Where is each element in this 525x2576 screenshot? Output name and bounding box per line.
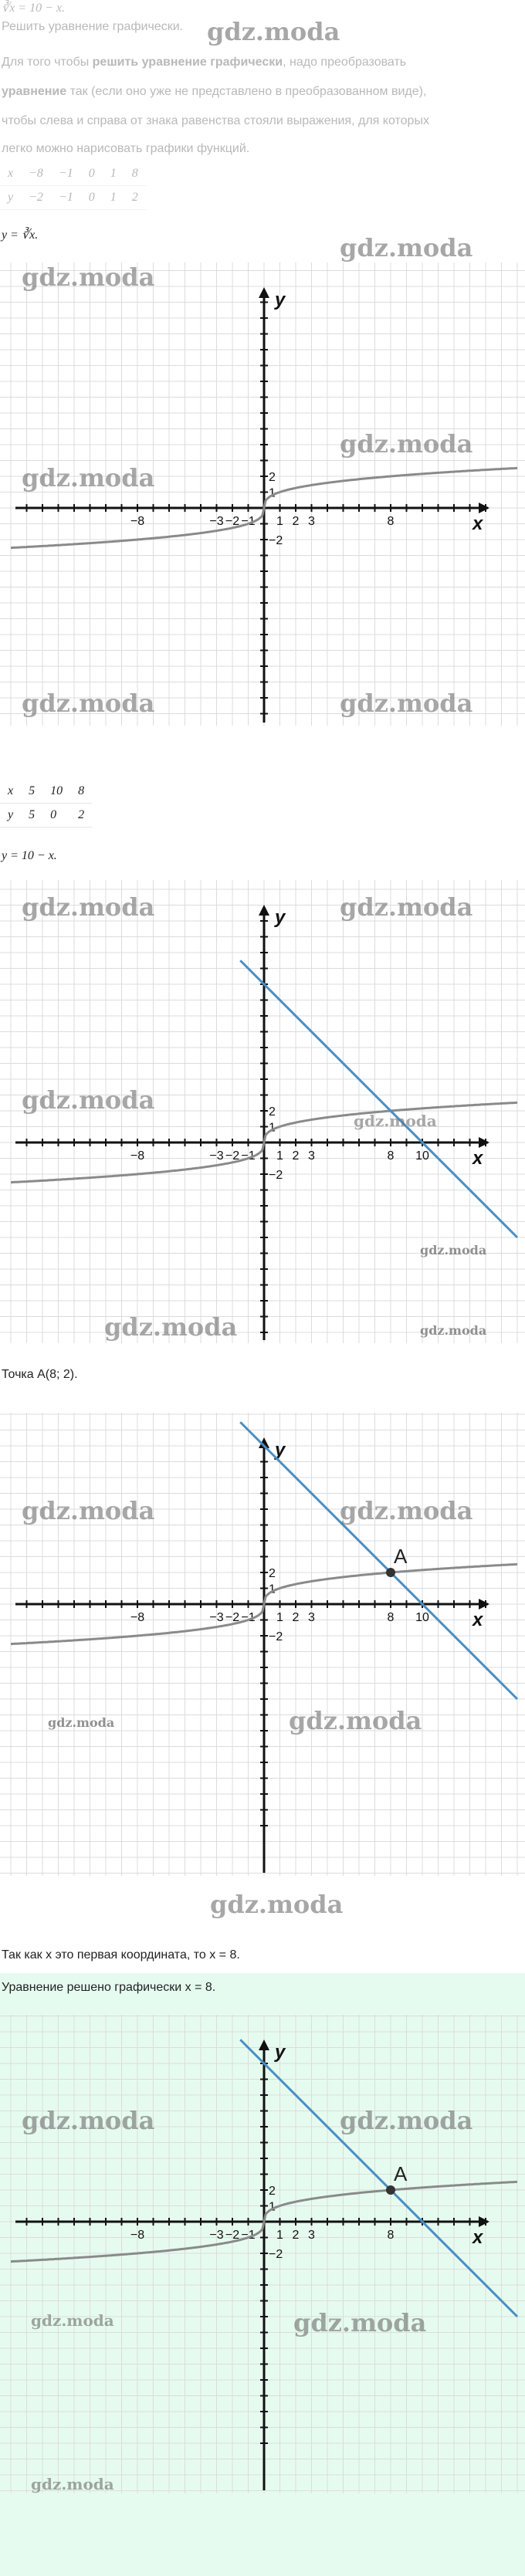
table-cell: −1 — [51, 162, 81, 186]
y-tick-label: 2 — [269, 1105, 276, 1119]
table-cell: 2 — [70, 804, 92, 828]
x-tick-label: 1 — [276, 2229, 283, 2242]
table-cell: y — [0, 186, 21, 210]
x-tick-label: 8 — [387, 2229, 395, 2242]
intro-values-table — [0, 162, 146, 210]
x-tick-label: −3 — [209, 1149, 224, 1163]
grid — [0, 262, 525, 726]
x-tick-label: 3 — [308, 2229, 315, 2242]
table-row — [0, 162, 146, 186]
watermark: gdz.moda — [420, 1243, 487, 1258]
intro-equation: ∛x = 10 − x. — [2, 2, 65, 15]
watermark: gdz.moda — [340, 892, 473, 922]
x-tick-label: −3 — [209, 1611, 224, 1624]
x-tick-label: −8 — [130, 1611, 145, 1624]
watermark: gdz.moda — [104, 1312, 238, 1342]
table-cell: 8 — [70, 780, 92, 804]
line-10-minus-x — [240, 2039, 517, 2317]
x-tick-label: −1 — [241, 1611, 256, 1624]
intro-para-rest: так (если оно уже не представлено в преобразованном виде), — [66, 85, 427, 98]
x-tick-label: 1 — [276, 515, 283, 528]
x-axis-arrow — [479, 1599, 489, 1610]
watermark: gdz.moda — [340, 429, 473, 459]
y-tick-label: 2 — [269, 1567, 276, 1580]
watermark: gdz.moda — [22, 1085, 155, 1115]
x-tick-label: −8 — [130, 1149, 145, 1163]
x-tick-label: 10 — [415, 1611, 429, 1624]
watermark: gdz.moda — [22, 2106, 155, 2135]
point-a-label: A — [394, 2162, 408, 2185]
table-cell: x — [0, 780, 21, 804]
line-10-minus-x — [240, 1422, 517, 1699]
x-tick-label: −2 — [225, 1611, 240, 1624]
table-row — [0, 186, 146, 210]
y-axis-arrow — [259, 905, 269, 916]
watermark: gdz.moda — [22, 892, 155, 922]
point-a-label: A — [394, 1545, 408, 1568]
table-cell: 1 — [103, 162, 124, 186]
y-tick-label: −2 — [269, 2248, 283, 2261]
watermark: gdz.moda — [354, 1112, 437, 1130]
x-tick-label: 8 — [387, 515, 395, 528]
x-tick-label: 2 — [292, 1149, 300, 1163]
x-tick-label: 2 — [292, 515, 300, 528]
watermark: gdz.moda — [31, 2311, 114, 2330]
watermark: gdz.moda — [340, 2106, 473, 2135]
x-tick-label: 3 — [308, 1149, 315, 1163]
table-cell: 8 — [124, 162, 146, 186]
watermark: gdz.moda — [420, 1323, 487, 1338]
x-tick-label: −1 — [241, 1149, 256, 1163]
x-tick-label: −1 — [241, 2229, 256, 2242]
watermark: gdz.moda — [22, 262, 155, 292]
y-tick-label: 2 — [269, 2185, 276, 2198]
table-cell: x — [0, 162, 21, 186]
table-cell: 0 — [81, 162, 103, 186]
answer-text: Уравнение решено графически x = 8. — [0, 1973, 525, 2002]
watermark: gdz.moda — [22, 1496, 155, 1525]
graph-answer — [0, 2015, 525, 2493]
x-tick-label: −8 — [130, 515, 145, 528]
table-row — [0, 804, 92, 828]
graph-cbrt — [0, 262, 525, 726]
x-axis-arrow — [479, 2216, 489, 2227]
table-cell: −1 — [51, 186, 81, 210]
y-tick-label: −2 — [269, 534, 283, 547]
y-axis-label: y — [275, 2042, 286, 2063]
y-axis-label: y — [275, 907, 286, 928]
func2-label: y = 10 − x. — [2, 849, 57, 862]
y-axis-arrow — [259, 287, 269, 298]
x-tick-label: −2 — [225, 2229, 240, 2242]
x-axis-label: x — [472, 1610, 483, 1630]
x-tick-label: 8 — [387, 1149, 395, 1163]
watermark: gdz.moda — [210, 1890, 344, 1919]
x-tick-label: 8 — [387, 1611, 395, 1624]
table-cell: 0 — [42, 804, 70, 828]
intro-paragraph-line2 — [0, 83, 525, 100]
line-10-minus-x — [240, 960, 517, 1237]
table-cell: 10 — [42, 780, 70, 804]
point-a — [386, 2185, 395, 2195]
grid — [0, 1413, 525, 1876]
x-tick-label: 1 — [276, 1611, 283, 1624]
intro-paragraph-line1 — [0, 54, 525, 71]
watermark: gdz.moda — [22, 463, 155, 493]
x-axis-label: x — [472, 2227, 483, 2248]
watermark: gdz.moda — [340, 689, 473, 718]
y-tick-label: −2 — [269, 1630, 283, 1643]
watermark: gdz.moda — [48, 1715, 115, 1730]
watermark: gdz.moda — [207, 17, 340, 46]
point-label-text: Точка A(8; 2). — [2, 1368, 78, 1381]
y-axis-label: y — [275, 289, 286, 310]
x-axis-arrow — [479, 1137, 489, 1148]
y-tick-label: 1 — [269, 2200, 276, 2214]
y-tick-label: 2 — [269, 471, 276, 484]
x-tick-label: 1 — [276, 1149, 283, 1163]
table-cell: 1 — [103, 186, 124, 210]
x-tick-label: 3 — [308, 1611, 315, 1624]
x-tick-label: −3 — [209, 515, 224, 528]
x-tick-label: 10 — [415, 1149, 429, 1163]
x-axis-label: x — [472, 513, 483, 534]
intro-paragraph-line4: легко можно нарисовать графики функций. — [2, 142, 250, 155]
func1-label: y = ∛x. — [2, 228, 39, 242]
graph-intersection — [0, 1413, 525, 1876]
y-tick-label: −2 — [269, 1169, 283, 1182]
watermark: gdz.moda — [340, 1496, 473, 1525]
x-axis-label: x — [472, 1148, 483, 1169]
table-row — [0, 780, 92, 804]
intro-para-prefix: Для того чтобы — [2, 56, 93, 69]
values-table-line — [0, 780, 92, 828]
table-cell: 5 — [21, 804, 42, 828]
watermark: gdz.moda — [22, 689, 155, 718]
x-tick-label: −2 — [225, 1149, 240, 1163]
y-tick-label: 1 — [269, 1121, 276, 1135]
intro-para-bold: решить уравнение графически — [92, 56, 283, 69]
table-cell: −8 — [21, 162, 51, 186]
x-tick-label: −2 — [225, 515, 240, 528]
point-a — [386, 1568, 395, 1577]
watermark: gdz.moda — [31, 2475, 114, 2493]
watermark: gdz.moda — [340, 233, 473, 262]
x-axis-arrow — [479, 503, 489, 513]
x-tick-label: 2 — [292, 2229, 300, 2242]
x-tick-label: −8 — [130, 2229, 145, 2242]
intro-para-middle: , надо преобразовать — [283, 56, 407, 69]
table-cell: 2 — [124, 186, 146, 210]
table-cell: −2 — [21, 186, 51, 210]
x-tick-label: 3 — [308, 515, 315, 528]
watermark: gdz.moda — [289, 1706, 422, 1735]
intro-para-bold2: уравнение — [2, 85, 67, 98]
x-tick-label: 2 — [292, 1611, 300, 1624]
y-tick-label: 1 — [269, 1582, 276, 1596]
table-cell: y — [0, 804, 21, 828]
y-axis-arrow — [259, 2039, 269, 2050]
intro-task: Решить уравнение графически. — [2, 20, 184, 33]
table-cell: 0 — [81, 186, 103, 210]
watermark: gdz.moda — [293, 2308, 427, 2337]
intro-paragraph-line3: чтобы слева и справа от знака равенства стояли выражения, для которых — [2, 114, 429, 127]
table-cell: 5 — [21, 780, 42, 804]
point-text — [0, 1366, 525, 1383]
x-tick-label: −3 — [209, 2229, 224, 2242]
y-tick-label: 1 — [269, 486, 276, 500]
first-coord-text: Так как x это первая координата, то x = 8. — [2, 1948, 240, 1962]
y-axis-label: y — [275, 1440, 286, 1461]
x-tick-label: −1 — [241, 515, 256, 528]
